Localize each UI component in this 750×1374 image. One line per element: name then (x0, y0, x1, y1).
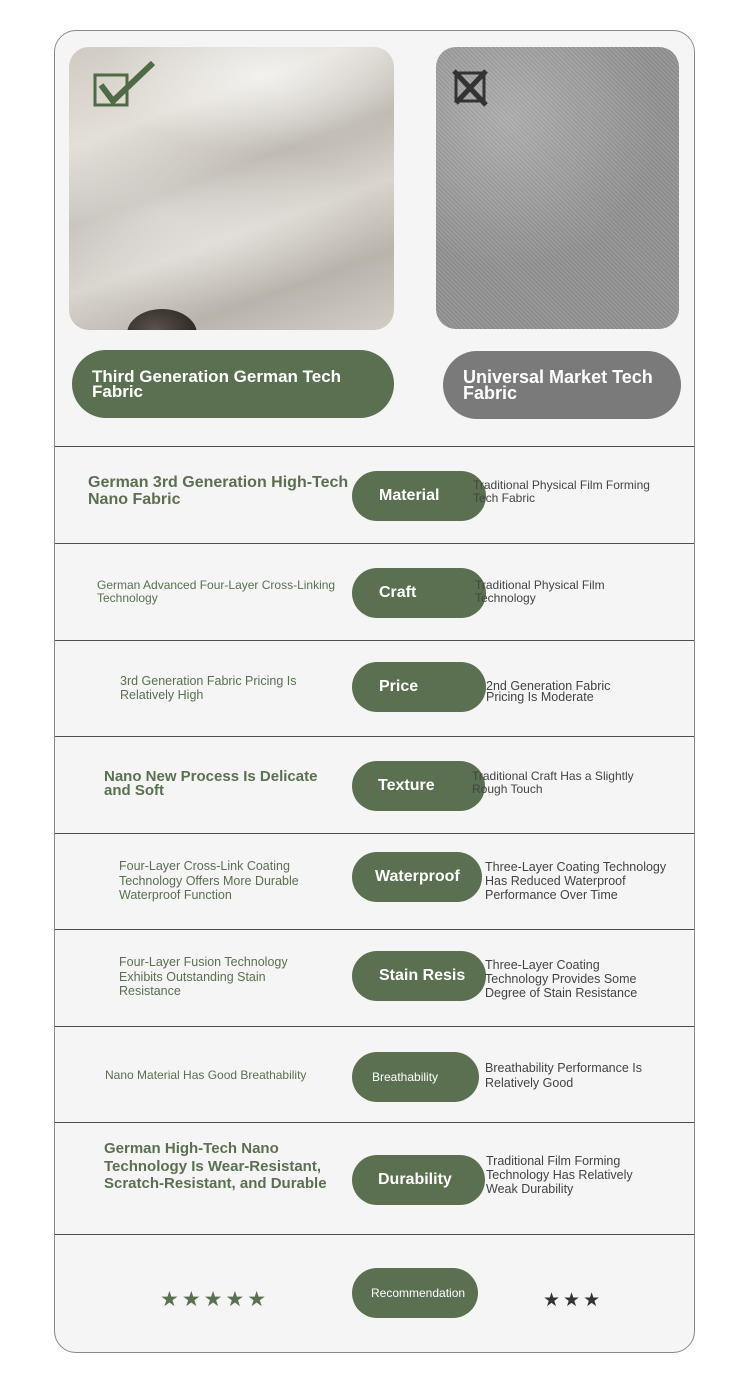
row-right-text: Traditional Craft Has a Slightly Rough Touch (472, 769, 634, 796)
cross-box-icon (452, 69, 490, 107)
comparison-row-stain-resistance (55, 929, 694, 1026)
comparison-row-recommendation (55, 1234, 694, 1352)
row-right-text: Three-Layer Coating Technology Has Reduced Waterproof Performance Over Time (485, 860, 667, 902)
market-fabric-image (436, 47, 679, 329)
right-star-rating: ★★★ (543, 1290, 604, 1311)
comparison-row-material (55, 446, 694, 543)
row-right-text: Traditional Physical Film Technology (475, 578, 605, 605)
comparison-row-texture (55, 736, 694, 833)
row-left-text: Nano Material Has Good Breathability (105, 1068, 307, 1082)
row-left-text: Four-Layer Fusion Technology Exhibits Outstanding Stain Resistance (119, 955, 288, 998)
category-badge-waterproof: Waterproof (352, 852, 482, 902)
comparison-row-waterproof (55, 833, 694, 929)
left-star-rating: ★★★★★ (160, 1288, 270, 1311)
row-right-text: 2nd Generation Fabric Pricing Is Moderate (486, 679, 611, 704)
row-right-text: Breathability Performance Is Relatively Good (485, 1061, 643, 1090)
row-left-text: German High-Tech Nano Technology Is Wear-Resistant, Scratch-Resistant, and Durable (104, 1140, 327, 1192)
fabric-fold-shadow (127, 309, 197, 330)
category-badge-price: Price (352, 662, 486, 712)
category-badge-recommendation: Recommendation (352, 1268, 478, 1318)
category-badge-breathability: Breathability (352, 1052, 479, 1102)
german-fabric-label: Third Generation German Tech Fabric (72, 350, 394, 418)
row-right-text: Traditional Physical Film Forming Tech Fabric (473, 478, 650, 505)
category-badge-stain-resistance: Stain Resis (352, 951, 486, 1001)
row-right-text: Three-Layer Coating Technology Provides Some Degree of Stain Resistance (485, 958, 638, 1000)
market-fabric-label: Universal Market Tech Fabric (443, 351, 681, 419)
category-badge-material: Material (352, 471, 486, 521)
category-badge-texture: Texture (352, 761, 485, 811)
row-right-text: Traditional Film Forming Technology Has Relatively Weak Durability (486, 1154, 633, 1196)
row-left-text: Four-Layer Cross-Link Coating Technology Offers More Durable Waterproof Function (119, 859, 299, 902)
comparison-card (54, 30, 695, 1353)
german-fabric-image (69, 47, 394, 330)
comparison-row-price (55, 640, 694, 736)
row-left-text: Nano New Process Is Delicate and Soft (104, 768, 318, 799)
category-badge-durability: Durability (352, 1155, 485, 1205)
comparison-row-durability (55, 1122, 694, 1234)
category-badge-craft: Craft (352, 568, 486, 618)
row-left-text: German 3rd Generation High-Tech Nano Fabric (88, 474, 349, 508)
comparison-row-craft (55, 543, 694, 640)
check-box-icon (93, 61, 157, 111)
row-left-text: 3rd Generation Fabric Pricing Is Relatively High (120, 674, 297, 702)
row-left-text: German Advanced Four-Layer Cross-Linking Technology (97, 578, 336, 605)
comparison-row-breathability (55, 1026, 694, 1122)
